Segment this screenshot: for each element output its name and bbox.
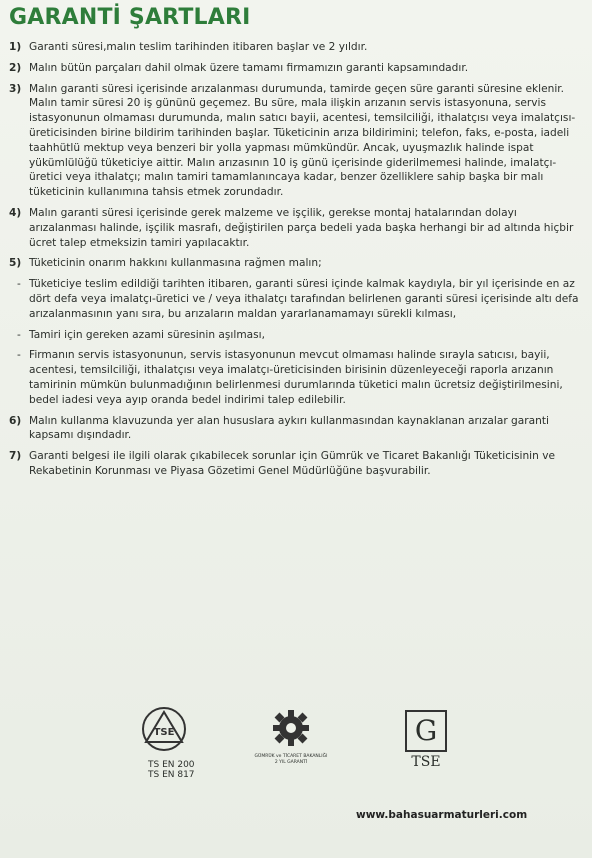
term-5	[9, 256, 585, 271]
term-number: 7)	[9, 450, 22, 463]
g-mark-label: TSE	[411, 754, 441, 770]
tse-logo	[118, 706, 210, 780]
website-url: www.bahasuarmaturleri.com	[356, 809, 528, 821]
gear-icon	[265, 706, 317, 750]
term-4	[9, 206, 585, 250]
bullet-dash: -	[17, 349, 21, 362]
ministry-text: GÜMRÜK ve TİCARET BAKANLIĞI	[254, 754, 328, 759]
ministry-gear-logo	[236, 706, 346, 766]
svg-text:TSE: TSE	[153, 727, 175, 738]
warranty-text: 2 YIL GARANTİ	[274, 760, 308, 765]
term-text: Malın kullanma klavuzunda yer alan hususlara aykırı kullanmasından kaynaklanan arızalar garanti kapsamı dışındadır.	[29, 414, 549, 442]
term-5-subitem-1	[17, 277, 585, 321]
term-text: Malın garanti süresi içerisinde gerek malzeme ve işçilik, gerekse montaj hatalarından dolayı arızalanması halinde, işçilik masrafı, değiştirilen parça bedeli yada başka herhangi bir ad altında hiçbir ücret talep etmeksizin tamiri yapılacaktır.	[29, 206, 574, 249]
term-5-subitem-2	[17, 328, 585, 343]
subitem-text: Tamiri için gereken azami süresinin aşılması,	[29, 328, 265, 341]
subitem-text: Firmanın servis istasyonunun, servis istasyonunun mevcut olmaması halinde sırayla satıcısı, bayii, acentesi, temsilciliği, ithalatçısı veya imalatçı-üreticisinden birisinin düzenleyeceği raporla arızanın tamirinin mümkün bulunmadığının belirlenmesi durumlarında tüketici malın ücretsiz değiştirilmesini, bedel iadesi veya ayıp oranda bedel indirimi talep edilebilir.	[29, 349, 563, 406]
bullet-dash: -	[17, 328, 21, 341]
term-number: 6)	[9, 414, 22, 427]
term-text: Malın garanti süresi içerisinde arızalanması durumunda, tamirde geçen süre garanti süresine eklenir. Malın tamir süresi 20 iş gününü geçemez. Bu süre, mala ilişkin arızanın servis istasyonuna, servis istasyonunun olmaması durumunda, malın satıcı bayii, acentesi, temsilciliği, ithalatçısı veya imalatçısı-üreticisinden birine bildirim tarihinden başlar. Tüketicinin arıza bildirimini; telefon, faks, e-posta, iadeli taahhütlü mektup veya benzeri bir yolla yapması mümkündür. Ancak, uyuşmazlık halinde ispat yükümlülüğü tüketiciye aittir. Malın arızasının 10 iş günü içerisinde giderilmemesi halinde, imalatçı-üretici veya ithalatçı; malın tamiri tamamlanıncaya kadar, benzer özelliklere sahip başka bir malı tüketicinin kullanımına tahsis etmek zorundadır.	[29, 82, 576, 199]
term-text: Garanti süresi,malın teslim tarihinden itibaren başlar ve 2 yıldır.	[29, 41, 368, 53]
g-letter-box: G	[405, 710, 447, 752]
term-number: 1)	[9, 41, 22, 53]
tse-triangle-icon	[134, 706, 194, 756]
term-number: 3)	[9, 82, 22, 95]
term-7	[9, 449, 585, 479]
term-number: 4)	[9, 206, 22, 219]
certification-logos	[0, 706, 592, 796]
subitem-text: Tüketiciye teslim edildiği tarihten itibaren, garanti süresi içinde kalmak kaydıyla, bir yıl içerisinde en az dört defa veya imalatçı-üretici ve / veya ithalatçı tarafından belirlenen garanti süresi içerisinde altı defa arızalanmasının yanı sıra, bu arızaların maldan yararlanamamayı sürekli kılması,	[29, 278, 579, 320]
term-6	[9, 414, 585, 444]
term-text: Malın bütün parçaları dahil olmak üzere tamamı firmamızın garanti kapsamındadır.	[29, 61, 469, 74]
bullet-dash: -	[17, 278, 21, 291]
page-title: GARANTİ ŞARTLARI	[9, 5, 251, 30]
term-2	[9, 61, 585, 76]
terms-content	[9, 40, 585, 485]
term-1	[9, 40, 585, 55]
g-mark-logo	[386, 710, 466, 770]
term-number: 5)	[9, 257, 22, 270]
term-5-subitem-3	[17, 348, 585, 407]
term-text: Tüketicinin onarım hakkını kullanmasına rağmen malın;	[29, 257, 322, 270]
tse-standard-1: TS EN 200	[148, 760, 195, 770]
term-number: 2)	[9, 61, 22, 74]
term-3	[9, 82, 585, 200]
term-text: Garanti belgesi ile ilgili olarak çıkabilecek sorunlar için Gümrük ve Ticaret Bakanlığı Tüketicisinin ve Rekabetinin Korunması ve Piyasa Gözetimi Genel Müdürlüğüne başvurabilir.	[29, 450, 555, 477]
tse-standard-2: TS EN 817	[148, 770, 195, 780]
